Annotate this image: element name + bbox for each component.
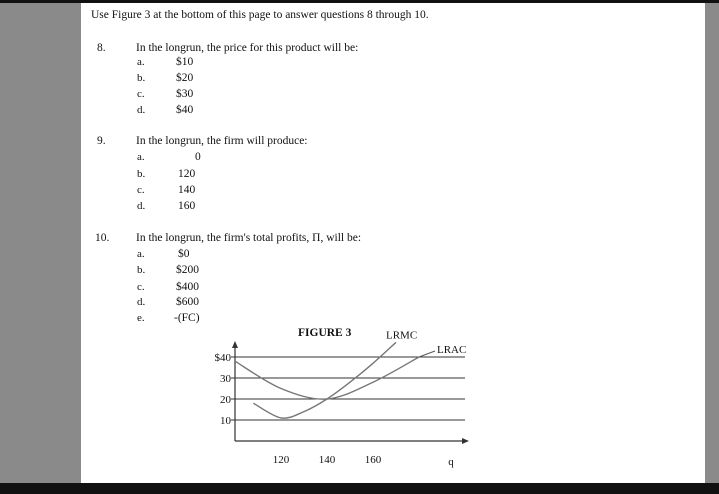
q9-option-a-letter: a. — [137, 151, 145, 163]
question-9-text: In the longrun, the firm will produce: — [136, 135, 308, 147]
q8-option-b-letter: b. — [137, 72, 146, 84]
q8-option-d-letter: d. — [137, 104, 146, 116]
q10-option-e: -(FC) — [174, 312, 200, 324]
q10-option-a-letter: a. — [137, 248, 145, 260]
q10-option-b-letter: b. — [137, 264, 146, 276]
q8-option-d: $40 — [176, 104, 194, 116]
q8-option-a: $10 — [176, 56, 194, 68]
q9-option-c-letter: c. — [137, 184, 145, 196]
curve-lrmc — [253, 342, 396, 418]
question-9-number: 9. — [97, 135, 106, 147]
lrac-leader-line — [419, 351, 435, 357]
q9-option-d-letter: d. — [137, 200, 146, 212]
q10-option-d-letter: d. — [137, 296, 146, 308]
question-10-text: In the longrun, the firm's total profits, Π, will be: — [136, 232, 362, 244]
q8-option-c-letter: c. — [137, 88, 145, 100]
q10-option-c-letter: c. — [137, 281, 145, 293]
q8-option-c: $30 — [176, 88, 194, 100]
chart-title: FIGURE 3 — [298, 327, 352, 339]
q10-option-e-letter: e. — [137, 312, 145, 324]
x-tick-label: 160 — [364, 454, 382, 466]
q9-option-c: 140 — [178, 184, 196, 196]
x-axis-label: q — [448, 456, 454, 468]
y-tick-label: 30 — [220, 373, 231, 385]
q9-option-d: 160 — [178, 200, 196, 212]
x-tick-label: 120 — [272, 454, 290, 466]
q10-option-b: $200 — [176, 264, 199, 276]
q8-option-a-letter: a. — [137, 56, 145, 68]
q9-option-b-letter: b. — [137, 168, 146, 180]
lrac-label: LRAC — [437, 344, 467, 356]
q10-option-a: $0 — [178, 248, 190, 260]
q10-option-c: $400 — [176, 281, 199, 293]
q10-option-d: $600 — [176, 296, 199, 308]
y-tick-label: 10 — [220, 415, 231, 427]
y-axis-arrow — [232, 341, 238, 348]
question-8-text: In the longrun, the price for this product will be: — [136, 42, 359, 54]
q9-option-b: 120 — [178, 168, 196, 180]
document-page — [81, 3, 705, 483]
figure-3-chart — [81, 3, 705, 483]
lrmc-label: LRMC — [386, 329, 418, 342]
bottom-dark-bar — [0, 483, 719, 494]
instruction-text: Use Figure 3 at the bottom of this page to answer questions 8 through 10. — [91, 9, 429, 21]
question-8-number: 8. — [97, 42, 106, 54]
y-tick-label: $40 — [214, 352, 231, 364]
q8-option-b: $20 — [176, 72, 194, 84]
y-tick-label: 20 — [220, 394, 231, 406]
q9-option-a: 0 — [195, 151, 201, 163]
x-tick-label: 140 — [318, 454, 336, 466]
question-10-number: 10. — [95, 232, 110, 244]
x-axis-arrow — [462, 438, 469, 444]
